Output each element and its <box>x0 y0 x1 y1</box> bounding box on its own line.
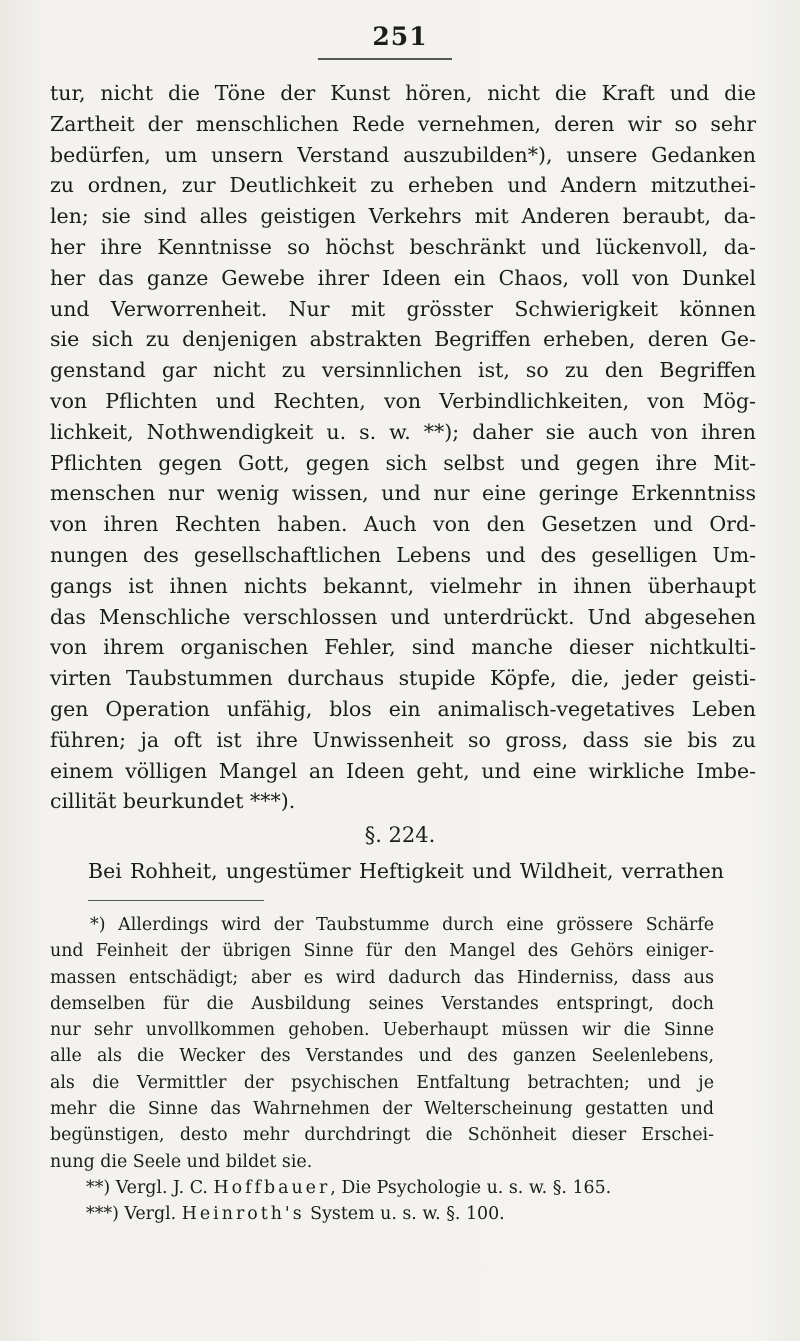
body-line: menschen nur wenig wissen, und nur eine geringe Erkenntniss <box>50 481 756 506</box>
body-line: und Verworrenheit. Nur mit grösster Schwierigkeit können <box>50 296 756 321</box>
footnote-line: mehr die Sinne das Wahrnehmen der Welterscheinung gestatten und <box>50 1099 714 1120</box>
body-line: das Menschliche verschlossen und unterdrückt. Und abgesehen <box>50 604 756 629</box>
footnote-rule <box>88 900 264 901</box>
body-line: cillität beurkundet ***). <box>50 789 296 814</box>
footnote-line: alle als die Wecker des Verstandes und des ganzen Seelenlebens, <box>50 1046 714 1067</box>
footnote-reference <box>50 1201 714 1227</box>
section-heading: §. 224. <box>364 823 436 847</box>
body-line: bedürfen, um unsern Verstand auszubilden*), unsere Gedanken <box>50 142 756 167</box>
footnote-ref-author: Heinroth's <box>181 1204 305 1225</box>
section-first-line: Bei Rohheit, ungestümer Heftigkeit und Wildheit, verrathen <box>88 859 724 883</box>
footnote-line: nung die Seele und bildet sie. <box>50 1151 313 1172</box>
body-line: führen; ja oft ist ihre Unwissenheit so gross, dass sie bis zu <box>50 727 756 752</box>
body-line: tur, nicht die Töne der Kunst hören, nicht die Kraft und die <box>50 81 756 105</box>
footnote-ref-rest: , Die Psychologie u. s. w. §. 165. <box>330 1177 612 1198</box>
body-text <box>50 78 756 817</box>
body-line: zu ordnen, zur Deutlichkeit zu erheben und Andern mitzuthei- <box>50 173 756 198</box>
body-line: einem völligen Mangel an Ideen geht, und eine wirkliche Imbe- <box>50 758 756 783</box>
body-line: her ihre Kenntnisse so höchst beschränkt und lückenvoll, da- <box>50 234 756 259</box>
body-line: von ihrem organischen Fehler, sind manche dieser nichtkulti- <box>50 635 756 660</box>
footnote-line: massen entschädigt; aber es wird dadurch das Hinderniss, dass aus <box>50 967 714 988</box>
footnote-ref-prefix: **) Vergl. J. C. <box>86 1177 214 1198</box>
body-line: von ihren Rechten haben. Auch von den Gesetzen und Ord- <box>50 512 756 537</box>
footnote-ref-rest: System u. s. w. §. 100. <box>304 1204 505 1225</box>
body-line: Pflichten gegen Gott, gegen sich selbst und gegen ihre Mit- <box>50 450 756 475</box>
footnote-line: nur sehr unvollkommen gehoben. Ueberhaupt müssen wir die Sinne <box>50 1020 714 1041</box>
body-line: nungen des gesellschaftlichen Lebens und des geselligen Um- <box>50 542 756 567</box>
body-line: Zartheit der menschlichen Rede vernehmen, deren wir so sehr <box>50 111 756 136</box>
body-line: her das ganze Gewebe ihrer Ideen ein Chaos, voll von Dunkel <box>50 265 756 290</box>
body-line: gangs ist ihnen nichts bekannt, vielmehr in ihnen überhaupt <box>50 573 756 598</box>
footnote-reference <box>50 1175 714 1201</box>
footnote-line: begünstigen, desto mehr durchdringt die Schönheit dieser Erschei- <box>50 1125 714 1146</box>
footnotes <box>50 912 714 1228</box>
page-number: 251 <box>372 22 428 51</box>
footnote-ref-prefix: ***) Vergl. <box>86 1204 182 1225</box>
body-line: len; sie sind alles geistigen Verkehrs mit Anderen beraubt, da- <box>50 204 756 229</box>
body-line: virten Taubstummen durchaus stupide Köpfe, die, jeder geisti- <box>50 666 756 691</box>
body-line: sie sich zu denjenigen abstrakten Begriffen erheben, deren Ge- <box>50 327 756 352</box>
footnote-line: und Feinheit der übrigen Sinne für den Mangel des Gehörs einiger- <box>50 941 714 962</box>
footnote-line: als die Vermittler der psychischen Entfaltung betrachten; und je <box>50 1072 714 1093</box>
footnote-line: demselben für die Ausbildung seines Verstandes entspringt, doch <box>50 993 714 1014</box>
footnote-line: *) Allerdings wird der Taubstumme durch eine grössere Schärfe <box>90 915 714 935</box>
body-line: von Pflichten und Rechten, von Verbindlichkeiten, von Mög- <box>50 388 756 413</box>
body-line: genstand gar nicht zu versinnlichen ist, so zu den Begriffen <box>50 358 756 383</box>
page-number-rule <box>318 58 452 60</box>
footnote-ref-author: Hoffbauer <box>213 1177 331 1198</box>
body-line: gen Operation unfähig, blos ein animalisch-vegetatives Leben <box>50 696 756 721</box>
body-line: lichkeit, Nothwendigkeit u. s. w. **); daher sie auch von ihren <box>50 419 756 444</box>
